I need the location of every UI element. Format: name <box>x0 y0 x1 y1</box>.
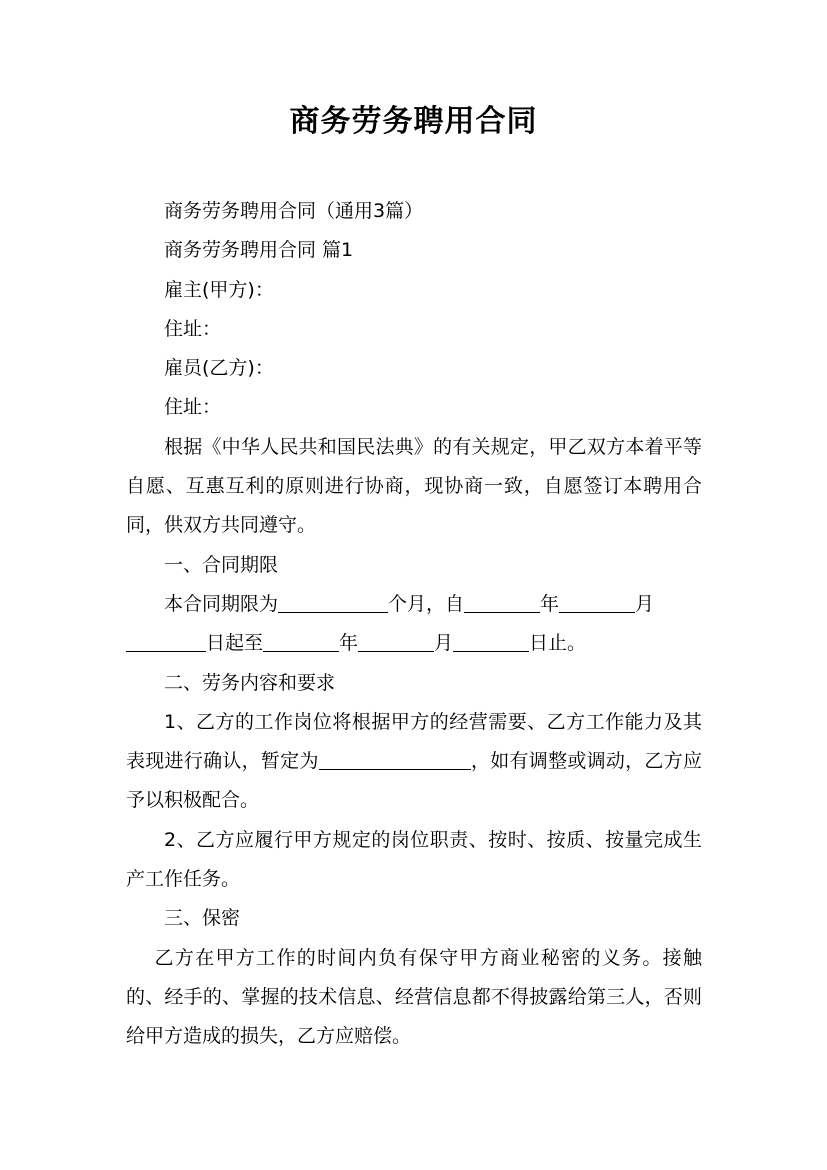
clause-2-1-text-b: ，如有调整或调动，乙方应予以积极配合。 <box>126 750 702 812</box>
end-year-blank <box>263 629 339 652</box>
end-month-blank <box>358 629 434 652</box>
term-text-6: 年 <box>339 632 359 655</box>
start-day-blank <box>126 629 206 652</box>
document-title: 商务劳务聘用合同 <box>289 104 538 139</box>
part-heading: 商务劳务聘用合同 篇1 <box>164 239 354 262</box>
clause-2-1 <box>126 703 702 821</box>
section-2-heading: 二、劳务内容和要求 <box>164 671 336 694</box>
intro-paragraph: 根据《中华人民共和国民法典》的有关规定，甲乙双方本着平等自愿、互惠互利的原则进行协商，现协商一致，自愿签订本聘用合同，供双方共同遵守。 <box>126 435 702 537</box>
employee-address-label: 住址： <box>164 396 222 419</box>
start-month-blank <box>559 590 635 613</box>
section-1-heading: 一、合同期限 <box>164 553 279 576</box>
end-day-blank <box>453 629 529 652</box>
term-text-1: 本合同期限为 <box>164 592 279 615</box>
section-3-heading: 三、保密 <box>164 907 241 930</box>
clause-3: 乙方在甲方工作的时间内负有保守甲方商业秘密的义务。接触的、经手的、掌握的技术信息、经营信息都不得披露给第三人，否则给甲方造成的损失，乙方应赔偿。 <box>126 946 702 1048</box>
term-text-4: 月 <box>635 592 655 615</box>
term-text-8: 日止。 <box>529 632 587 655</box>
employer-label: 雇主(甲方)： <box>164 278 274 301</box>
employee-label: 雇员(乙方)： <box>164 357 274 380</box>
months-blank <box>278 590 388 613</box>
term-text-7: 月 <box>434 632 454 655</box>
term-text-2: 个月，自 <box>388 592 465 615</box>
term-text-5: 日起至 <box>206 632 264 655</box>
employer-address-label: 住址： <box>164 317 222 340</box>
start-year-blank <box>464 590 540 613</box>
clause-2-1-text-a: 1、乙方的工作岗位将根据甲方的经营需要、乙方工作能力及其表现进行确认，暂定为 <box>126 710 702 773</box>
clause-2-2: 2、乙方应履行甲方规定的岗位职责、按时、按质、按量完成生产工作任务。 <box>126 828 702 891</box>
term-paragraph <box>126 585 702 664</box>
subtitle: 商务劳务聘用合同（通用3篇） <box>164 200 424 222</box>
position-blank <box>319 747 471 770</box>
term-text-3: 年 <box>540 592 560 615</box>
document-body <box>126 192 702 1057</box>
